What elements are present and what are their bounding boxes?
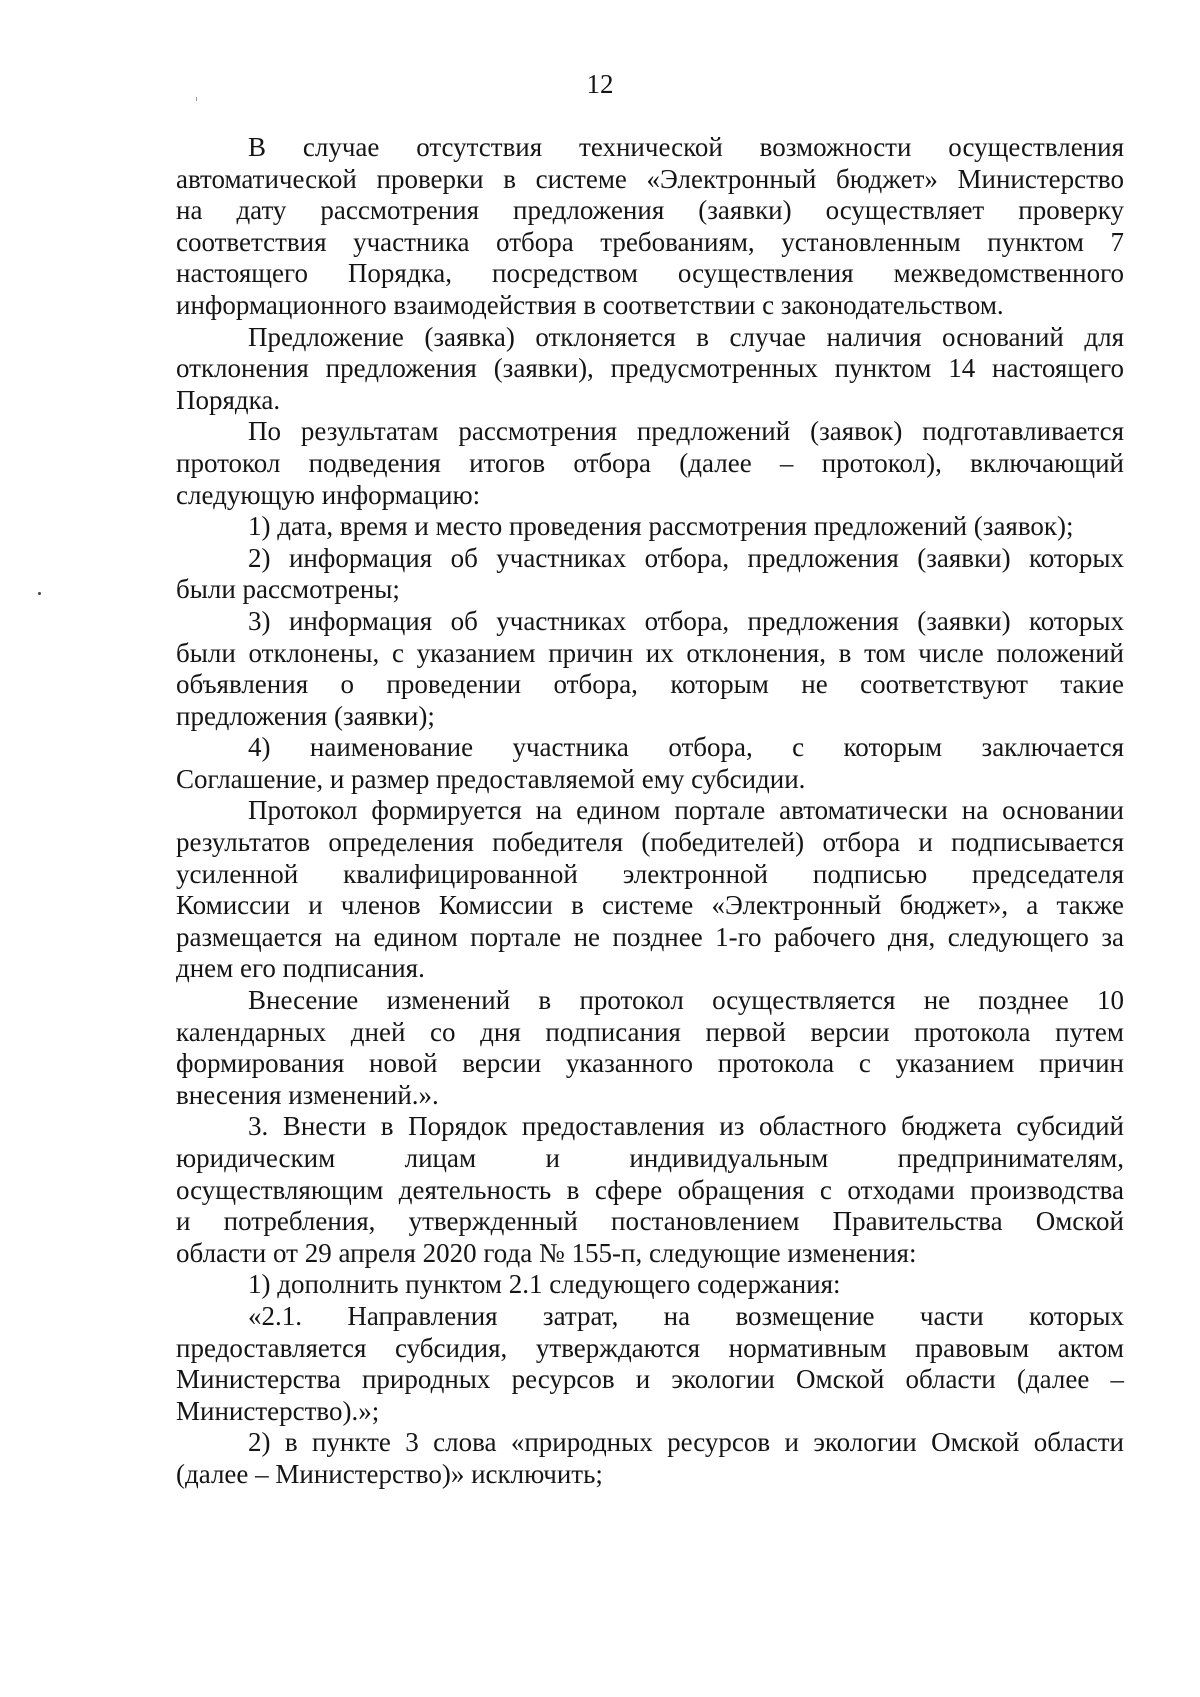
text-line: Порядка.	[176, 384, 281, 415]
text-line: соответствия участника отбора требованиям, установленным пунктом 7	[176, 226, 1124, 257]
text-line: 1) дополнить пунктом 2.1 следующего содержания:	[248, 1269, 841, 1300]
text-line: внесения изменений.».	[176, 1079, 439, 1110]
text-line: днем его подписания.	[176, 953, 425, 984]
text-line: По результатам рассмотрения предложений (заявок) подготавливается	[248, 416, 1124, 447]
text-line: Предложение (заявка) отклоняется в случае наличия оснований для	[248, 321, 1124, 352]
paragraph	[176, 1269, 1124, 1301]
text-line: 2) информация об участниках отбора, предложения (заявки) которых	[248, 542, 1124, 573]
text-line: объявления о проведении отбора, которым не соответствуют такие	[176, 669, 1124, 700]
text-line: и потребления, утвержденный постановлением Правительства Омской	[176, 1206, 1124, 1237]
text-line: Внесение изменений в протокол осуществляется не позднее 10	[248, 985, 1124, 1016]
text-line: Соглашение, и размер предоставляемой ему субсидии.	[176, 763, 806, 794]
text-line: настоящего Порядка, посредством осуществления межведомственного	[176, 258, 1124, 289]
text-line: информационного взаимодействия в соответствии с законодательством.	[176, 289, 1004, 320]
text-line: осуществляющим деятельность в сфере обращения с отходами производства	[176, 1174, 1124, 1205]
text-line: календарных дней со дня подписания первой версии протокола путем	[176, 1016, 1124, 1047]
text-line: предоставляется субсидия, утверждаются нормативным правовым актом	[176, 1332, 1124, 1363]
text-line: усиленной квалифицированной электронной подписью председателя	[176, 858, 1124, 889]
paragraph	[176, 132, 1124, 322]
text-line: Министерства природных ресурсов и экологии Омской области (далее –	[176, 1364, 1124, 1395]
text-line: формирования новой версии указанного протокола с указанием причин	[176, 1048, 1124, 1079]
text-line: Министерство).»;	[176, 1395, 380, 1426]
text-line: были рассмотрены;	[176, 574, 400, 605]
text-line: на дату рассмотрения предложения (заявки) осуществляет проверку	[176, 195, 1124, 226]
text-line: предложения (заявки);	[176, 700, 435, 731]
paragraph	[176, 416, 1124, 511]
scan-artifact-dot	[38, 592, 41, 595]
text-line: протокол подведения итогов отбора (далее – протокол), включающий	[176, 447, 1124, 478]
document-body	[176, 132, 1124, 1491]
paragraph	[176, 1427, 1124, 1490]
text-line: результатов определения победителя (победителей) отбора и подписывается	[176, 827, 1124, 858]
text-line: 3) информация об участниках отбора, предложения (заявки) которых	[248, 605, 1124, 636]
paragraph	[176, 732, 1124, 795]
text-line: 4) наименование участника отбора, с которым заключается	[248, 732, 1124, 763]
paragraph	[176, 985, 1124, 1111]
paragraph	[176, 511, 1124, 543]
paragraph	[176, 606, 1124, 732]
text-line: Протокол формируется на едином портале автоматически на основании	[248, 795, 1124, 826]
page-number: 12	[586, 69, 614, 99]
paragraph	[176, 1111, 1124, 1269]
paragraph	[176, 322, 1124, 417]
paragraph	[176, 543, 1124, 606]
text-line: 1) дата, время и место проведения рассмотрения предложений (заявок);	[248, 511, 1074, 542]
text-line: 3. Внести в Порядок предоставления из областного бюджета субсидий	[248, 1111, 1124, 1142]
text-line: следующую информацию:	[176, 479, 481, 510]
text-line: 2) в пункте 3 слова «природных ресурсов и экологии Омской области	[248, 1427, 1124, 1458]
paragraph	[176, 795, 1124, 985]
text-line: В случае отсутствия технической возможности осуществления	[248, 132, 1124, 162]
text-line: (далее – Министерство)» исключить;	[176, 1458, 603, 1489]
text-line: области от 29 апреля 2020 года № 155-п, следующие изменения:	[176, 1237, 917, 1268]
text-line: Комиссии и членов Комиссии в системе «Электронный бюджет», а также	[176, 890, 1124, 921]
text-line: юридическим лицам и индивидуальным предпринимателям,	[176, 1143, 1124, 1173]
text-line: отклонения предложения (заявки), предусмотренных пунктом 14 настоящего	[176, 353, 1124, 384]
paragraph	[176, 1301, 1124, 1427]
text-line: размещается на едином портале не позднее 1-го рабочего дня, следующего за	[176, 921, 1124, 952]
text-line: были отклонены, с указанием причин их отклонения, в том числе положений	[176, 637, 1124, 668]
text-line: автоматической проверки в системе «Электронный бюджет» Министерство	[176, 163, 1124, 194]
text-line: «2.1. Направления затрат, на возмещение части которых	[248, 1300, 1124, 1331]
